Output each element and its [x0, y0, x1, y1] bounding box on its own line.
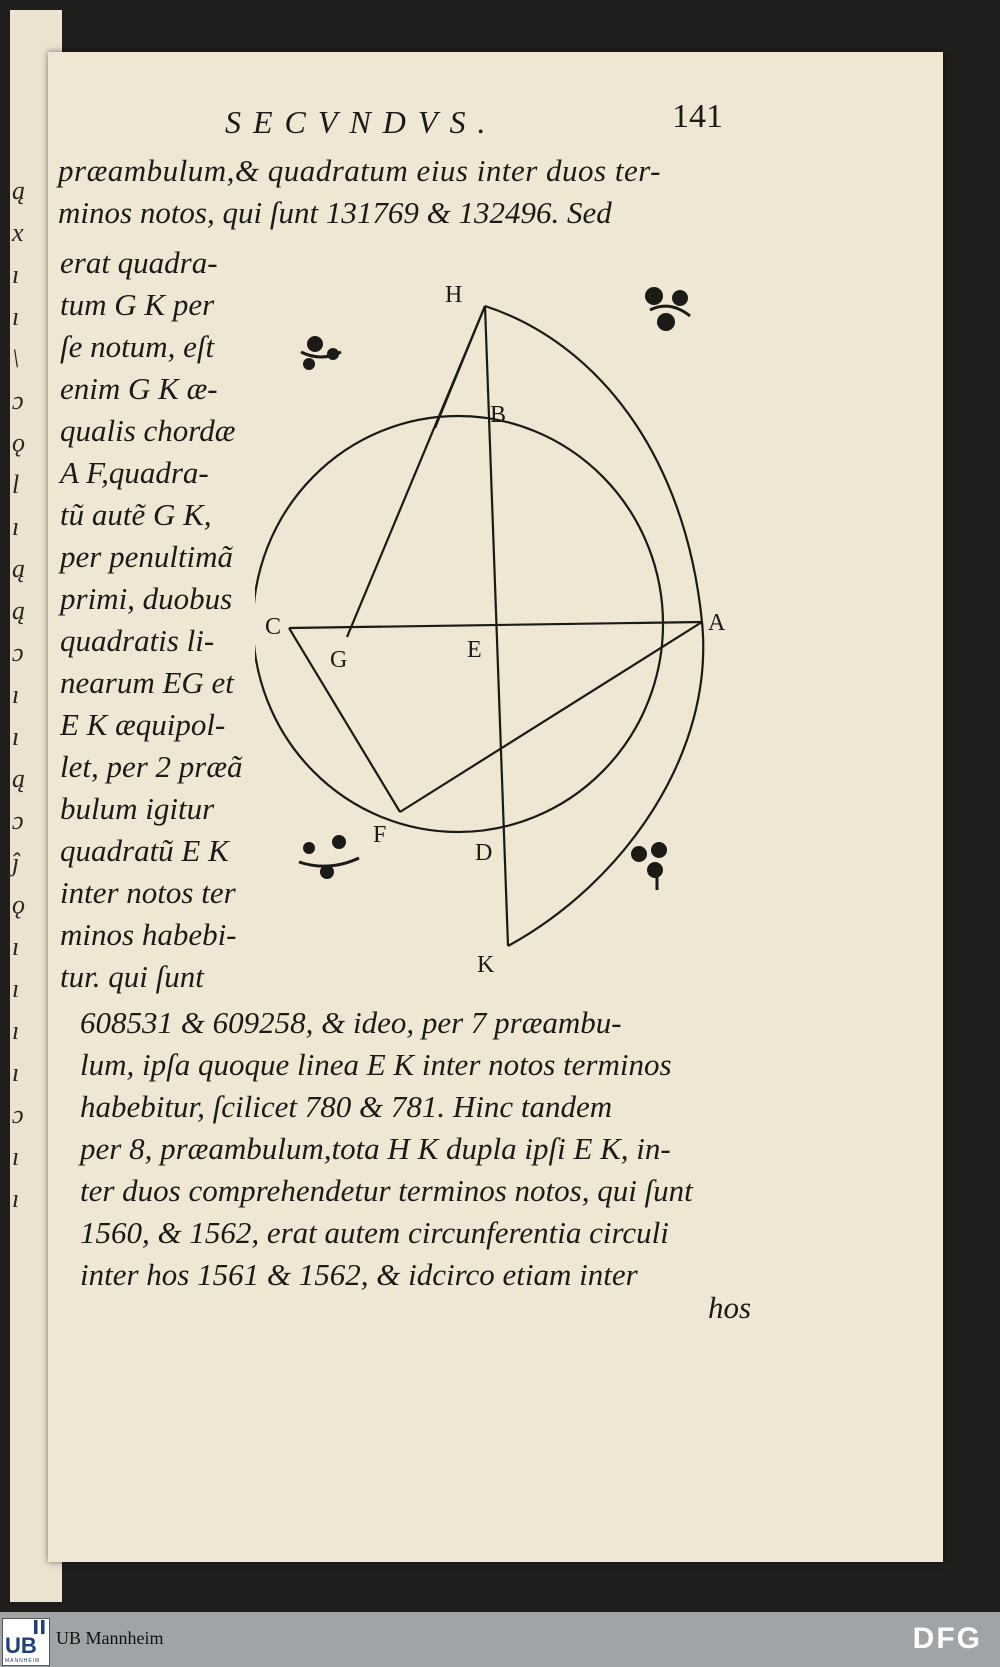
- dfg-logo[interactable]: DFG: [912, 1622, 982, 1655]
- page-number: 141: [672, 98, 723, 135]
- previous-page-letter: ı: [12, 974, 20, 1003]
- previous-page-letter: ɔ: [12, 806, 24, 835]
- bottom-text-block: [80, 1002, 693, 1296]
- geometric-diagram: [255, 272, 775, 972]
- previous-page-letter: ǫ: [12, 428, 25, 457]
- text-line: tur. qui ſunt: [60, 959, 204, 994]
- logo-tag: MANNHEIM: [5, 1658, 41, 1664]
- text-line: let, per 2 præã: [60, 749, 243, 784]
- text-line: inter notos ter: [60, 875, 236, 910]
- label-a: A: [708, 610, 726, 636]
- ornament-bottom-left: [299, 835, 359, 879]
- ornament-bottom-right: [631, 842, 667, 890]
- previous-page-letter: ı: [12, 680, 20, 709]
- previous-page-letters: [12, 170, 42, 1220]
- previous-page-letter: ą: [12, 554, 25, 583]
- previous-page-letter: ĵ: [12, 848, 20, 877]
- previous-page-letter: ɔ: [12, 1100, 24, 1129]
- previous-page-letter: x: [12, 218, 24, 247]
- label-d: D: [475, 840, 493, 866]
- previous-page-letter: ı: [12, 302, 20, 331]
- text-line: erat quadra-: [60, 245, 218, 280]
- previous-page-letter: ı: [12, 1184, 20, 1213]
- text-line: minos habebi-: [60, 917, 237, 952]
- text-line: ter duos comprehendetur terminos notos, qui ſunt: [80, 1173, 693, 1208]
- label-g: G: [330, 647, 348, 673]
- logo-grid-icon: [34, 1620, 48, 1634]
- label-f: F: [373, 822, 387, 848]
- previous-page-letter: ı: [12, 722, 20, 751]
- label-b: B: [490, 402, 507, 428]
- text-line: lum, ipſa quoque linea E K inter notos terminos: [80, 1047, 672, 1082]
- text-line: præambulum,& quadratum eius inter duos ter-: [58, 153, 661, 188]
- previous-page-letter: ą: [12, 176, 25, 205]
- ornament-top-right: [645, 287, 690, 331]
- previous-page-letter: ı: [12, 1016, 20, 1045]
- previous-page-letter: l: [12, 470, 20, 499]
- arc-a-k: [508, 622, 703, 946]
- catchword: hos: [708, 1290, 752, 1325]
- top-text-block: [58, 150, 661, 234]
- ornament-top-left: [301, 336, 341, 370]
- text-line: E K æquipol-: [60, 707, 226, 742]
- previous-page-letter: ą: [12, 764, 25, 793]
- running-head: SECVNDVS.: [225, 104, 498, 140]
- left-column-text: [60, 242, 243, 998]
- text-line: primi, duobus: [60, 581, 233, 616]
- label-h: H: [445, 282, 463, 308]
- line-h-left: [435, 306, 485, 428]
- previous-page-letter: ǫ: [12, 890, 25, 919]
- previous-page-letter: \: [12, 344, 20, 373]
- text-line: quadratis li-: [60, 623, 215, 658]
- viewer-footer: [0, 1612, 1000, 1667]
- previous-page-letter: ı: [12, 260, 20, 289]
- previous-page-letter: ɔ: [12, 386, 24, 415]
- library-name-link[interactable]: UB Mannheim: [56, 1628, 164, 1648]
- text-line: tũ autẽ G K,: [60, 497, 212, 532]
- text-line: enim G K æ-: [60, 371, 218, 406]
- text-line: quadratũ E K: [60, 833, 229, 868]
- text-line: per 8, præambulum,tota H K dupla ipſi E K, in-: [80, 1131, 671, 1166]
- text-line: 1560, & 1562, erat autem circunferentia circuli: [80, 1215, 669, 1250]
- text-line: bulum igitur: [60, 791, 215, 826]
- text-line: inter hos 1561 & 1562, & idcirco etiam inter: [80, 1257, 638, 1292]
- previous-page-letter: ı: [12, 1058, 20, 1087]
- text-line: per penultimã: [60, 539, 234, 574]
- previous-page-letter: ɔ: [12, 638, 24, 667]
- text-line: tum G K per: [60, 287, 215, 322]
- previous-page-letter: ı: [12, 512, 20, 541]
- previous-page-letter: ą: [12, 596, 25, 625]
- text-line: qualis chordæ: [60, 413, 236, 448]
- line-f-a: [400, 622, 702, 812]
- text-line: habebitur, ſcilicet 780 & 781. Hinc tandem: [80, 1089, 613, 1124]
- ub-mannheim-logo[interactable]: [2, 1618, 50, 1666]
- previous-page-letter: ı: [12, 1142, 20, 1171]
- arc-h-a: [485, 306, 702, 622]
- text-line: nearum EG et: [60, 665, 234, 700]
- label-e: E: [467, 637, 482, 663]
- label-k: K: [477, 952, 495, 972]
- text-line: ſe notum, eſt: [60, 329, 215, 364]
- previous-page-letter: ı: [12, 932, 20, 961]
- logo-text: UB: [5, 1633, 37, 1658]
- text-line: A F,quadra-: [60, 455, 209, 490]
- text-line: minos notos, qui ſunt 131769 & 132496. Sed: [58, 195, 612, 230]
- text-line: 608531 & 609258, & ideo, per 7 præambu-: [80, 1005, 622, 1040]
- label-c: C: [265, 614, 282, 640]
